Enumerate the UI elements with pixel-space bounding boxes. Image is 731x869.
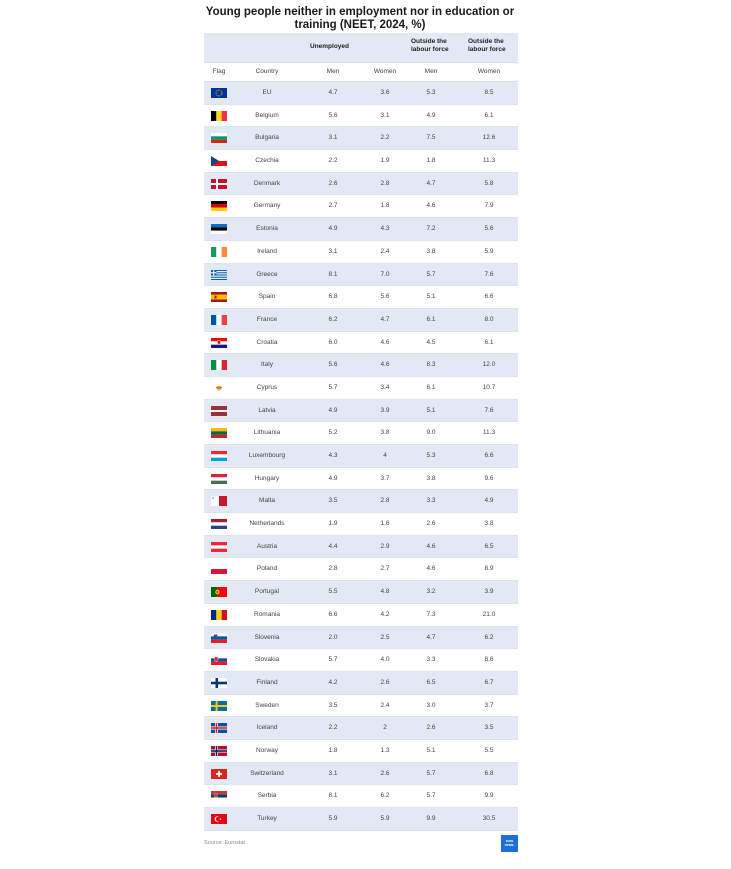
country-cell: EU xyxy=(262,89,272,96)
table-row xyxy=(204,513,518,536)
unemployed-women-cell: 2.9 xyxy=(380,542,390,550)
country-cell: Portugal xyxy=(254,588,280,596)
outside-women-cell: 3.7 xyxy=(484,701,494,709)
country-cell: Ireland xyxy=(257,247,277,255)
data-table xyxy=(204,33,518,831)
country-cell: Croatia xyxy=(256,338,278,346)
ireland-flag-icon xyxy=(211,247,227,257)
country-cell: Netherlands xyxy=(249,520,285,528)
table-row xyxy=(204,445,518,468)
outside-women-cell: 5.6 xyxy=(484,225,494,233)
country-cell: Norway xyxy=(255,746,279,754)
country-cell: Austria xyxy=(256,542,278,550)
outside-men-cell: 4.9 xyxy=(426,111,436,119)
country-cell: Denmark xyxy=(253,179,281,187)
spain-flag-icon xyxy=(211,292,227,302)
col-flag-header: Flag xyxy=(212,68,226,75)
country-cell: Italy xyxy=(261,361,273,369)
country-cell: Iceland xyxy=(256,724,278,732)
italy-flag-icon xyxy=(211,360,227,370)
table-row xyxy=(204,422,518,445)
unemployed-women-cell: 3.9 xyxy=(380,406,390,414)
table-row xyxy=(204,264,518,287)
unemployed-men-cell: 4.4 xyxy=(328,542,338,550)
country-cell: Malta xyxy=(259,497,275,505)
country-cell: Luxembourg xyxy=(248,452,286,459)
unemployed-women-cell: 3.7 xyxy=(380,474,390,482)
outside-women-cell: 6.7 xyxy=(484,678,494,686)
unemployed-header: Unemployed xyxy=(310,43,350,50)
outside-women-cell: 3.9 xyxy=(484,588,494,596)
table-row xyxy=(204,763,518,786)
eu-flag-icon xyxy=(211,88,227,98)
outside-men-cell: 4.7 xyxy=(426,179,436,187)
outside-men-cell: 4.6 xyxy=(426,542,436,550)
outside-men-cell: 2.6 xyxy=(426,724,436,732)
outside-women-cell: 11.3 xyxy=(482,429,496,437)
outside-women-cell: 6.6 xyxy=(484,293,494,301)
col-unemployed-women-header: Women xyxy=(373,68,397,75)
table-row xyxy=(204,808,518,831)
table-row xyxy=(204,627,518,650)
country-cell: Poland xyxy=(256,565,278,573)
outside-women-cell: 6.2 xyxy=(484,633,494,641)
unemployed-men-cell: 8.1 xyxy=(328,792,338,800)
outside-women-cell: 10.7 xyxy=(482,383,496,391)
outside-men-cell: 5.7 xyxy=(426,270,436,278)
table-row xyxy=(204,536,518,559)
unemployed-women-cell: 5.6 xyxy=(380,293,390,301)
portugal-flag-icon xyxy=(211,587,227,597)
unemployed-women-cell: 2.7 xyxy=(380,565,390,573)
unemployed-women-cell: 4.8 xyxy=(380,588,390,596)
finland-flag-icon xyxy=(211,678,227,688)
country-cell: Latvia xyxy=(258,406,276,414)
croatia-flag-icon xyxy=(211,338,227,348)
unemployed-women-cell: 1.8 xyxy=(380,202,390,210)
table-row xyxy=(204,286,518,309)
table-row xyxy=(204,82,518,105)
unemployed-men-cell: 6.0 xyxy=(328,338,338,346)
table-row xyxy=(204,127,518,150)
outside-women-cell: 8.5 xyxy=(484,89,494,96)
outside-men-cell: 4.7 xyxy=(426,633,436,641)
unemployed-men-cell: 2.6 xyxy=(328,179,338,187)
unemployed-men-cell: 4.3 xyxy=(328,452,338,459)
col-unemployed-men-header: Men xyxy=(326,68,340,75)
outside-men-cell: 6.1 xyxy=(426,315,436,323)
outside-women-cell: 6.6 xyxy=(484,452,494,459)
unemployed-women-cell: 2.4 xyxy=(380,701,390,709)
outside-women-cell: 9.6 xyxy=(484,474,494,482)
outside-men-cell: 8.3 xyxy=(426,361,436,369)
unemployed-women-cell: 6.2 xyxy=(380,792,390,800)
unemployed-women-cell: 3.4 xyxy=(380,383,390,391)
outside-women-cell: 12.6 xyxy=(482,134,496,142)
unemployed-women-cell: 3.6 xyxy=(380,89,390,96)
country-cell: Cyprus xyxy=(256,383,278,391)
unemployed-men-cell: 2.0 xyxy=(328,633,338,641)
outside-women-cell: 8.9 xyxy=(484,565,494,573)
unemployed-women-cell: 2.6 xyxy=(380,678,390,686)
unemployed-women-cell: 2 xyxy=(383,724,387,732)
denmark-flag-icon xyxy=(211,179,227,189)
outside-men-cell: 2.6 xyxy=(426,520,436,528)
serbia-flag-icon xyxy=(211,791,227,801)
outside-women-cell: 6.8 xyxy=(484,769,494,777)
outside-women-cell: 5.9 xyxy=(484,247,494,255)
unemployed-men-cell: 3.1 xyxy=(328,134,338,142)
switzerland-flag-icon xyxy=(211,769,227,779)
unemployed-men-cell: 3.5 xyxy=(328,497,338,505)
poland-flag-icon xyxy=(211,564,227,574)
outside-men-cell: 5.7 xyxy=(426,792,436,800)
table-row xyxy=(204,740,518,763)
outside-women-cell: 11.3 xyxy=(482,157,496,165)
table-row xyxy=(204,604,518,627)
outside-women-cell: 5.8 xyxy=(484,179,494,187)
unemployed-women-cell: 4.6 xyxy=(380,361,390,369)
unemployed-men-cell: 2.2 xyxy=(328,157,338,165)
slovakia-flag-icon xyxy=(211,655,227,665)
unemployed-women-cell: 7.0 xyxy=(380,270,390,278)
slovenia-flag-icon xyxy=(211,633,227,643)
unemployed-men-cell: 5.5 xyxy=(328,588,338,596)
estonia-flag-icon xyxy=(211,224,227,234)
unemployed-men-cell: 8.1 xyxy=(328,270,338,278)
outside-men-cell: 5.1 xyxy=(426,293,436,301)
table-row xyxy=(204,785,518,808)
table-row xyxy=(204,695,518,718)
column-header-row xyxy=(204,63,518,82)
netherlands-flag-icon xyxy=(211,519,227,529)
unemployed-women-cell: 1.9 xyxy=(380,157,390,165)
country-cell: Greece xyxy=(256,270,278,278)
outside-men-cell: 5.3 xyxy=(426,452,436,459)
unemployed-men-cell: 6.2 xyxy=(328,315,338,323)
unemployed-men-cell: 4.2 xyxy=(328,678,338,686)
unemployed-men-cell: 2.8 xyxy=(328,565,338,573)
table-row xyxy=(204,195,518,218)
latvia-flag-icon xyxy=(211,406,227,416)
outside-women-cell: 3.8 xyxy=(484,520,494,528)
malta-flag-icon xyxy=(211,496,227,506)
table-row xyxy=(204,490,518,513)
country-cell: Serbia xyxy=(257,792,277,800)
outside-women-cell: 6.5 xyxy=(484,542,494,550)
table-body xyxy=(204,82,518,831)
country-cell: Bulgaria xyxy=(255,134,279,142)
hungary-flag-icon xyxy=(211,474,227,484)
unemployed-women-cell: 4.7 xyxy=(380,315,390,323)
outside-men-cell: 7.3 xyxy=(426,610,436,618)
outside-men-cell: 6.5 xyxy=(426,678,436,686)
outside-women-cell: 7.6 xyxy=(484,406,494,414)
table-row xyxy=(204,105,518,128)
country-cell: Turkey xyxy=(257,815,277,822)
outside-men-cell: 3.0 xyxy=(426,701,436,709)
outside-women-cell: 9.9 xyxy=(484,792,494,800)
table-row xyxy=(204,672,518,695)
table-row xyxy=(204,717,518,740)
unemployed-men-cell: 3.5 xyxy=(328,701,338,709)
unemployed-men-cell: 5.7 xyxy=(328,383,338,391)
unemployed-women-cell: 5.9 xyxy=(380,815,390,822)
outside-men-cell: 5.7 xyxy=(426,769,436,777)
unemployed-men-cell: 5.7 xyxy=(328,656,338,664)
outside-men-cell: 4.5 xyxy=(426,338,436,346)
unemployed-women-cell: 4.6 xyxy=(380,338,390,346)
euronews-logo: euro news. xyxy=(501,835,518,852)
unemployed-women-cell: 3.8 xyxy=(380,429,390,437)
country-cell: Estonia xyxy=(256,225,278,233)
outside-women-cell: 8.0 xyxy=(484,315,494,323)
bulgaria-flag-icon xyxy=(211,133,227,143)
outside-women-cell: 30.5 xyxy=(482,815,496,822)
country-cell: Hungary xyxy=(254,474,280,482)
unemployed-women-cell: 4.2 xyxy=(380,610,390,618)
table-row xyxy=(204,173,518,196)
unemployed-women-cell: 2.5 xyxy=(380,633,390,641)
outside-men-cell: 7.5 xyxy=(426,134,436,142)
unemployed-men-cell: 5.6 xyxy=(328,361,338,369)
country-cell: Germany xyxy=(253,202,281,210)
unemployed-men-cell: 2.7 xyxy=(328,202,338,210)
germany-flag-icon xyxy=(211,201,227,211)
outside-men-cell: 3.2 xyxy=(426,588,436,596)
country-cell: Lithuania xyxy=(253,429,281,437)
outside-men-cell: 6.1 xyxy=(426,383,436,391)
unemployed-men-cell: 5.2 xyxy=(328,429,338,437)
unemployed-men-cell: 1.8 xyxy=(328,746,338,754)
outside-men-cell: 5.1 xyxy=(426,746,436,754)
lithuania-flag-icon xyxy=(211,428,227,438)
belgium-flag-icon xyxy=(211,111,227,121)
sweden-flag-icon xyxy=(211,701,227,711)
table-row xyxy=(204,309,518,332)
greece-flag-icon xyxy=(211,270,227,280)
country-cell: Switzerland xyxy=(250,769,284,777)
norway-flag-icon xyxy=(211,746,227,756)
table-row xyxy=(204,218,518,241)
outside-women-cell: 6.1 xyxy=(484,338,494,346)
outside-men-cell: 5.1 xyxy=(426,406,436,414)
cyprus-flag-icon xyxy=(211,383,227,393)
table-row xyxy=(204,400,518,423)
table-row xyxy=(204,649,518,672)
outside-women-cell: 21.0 xyxy=(482,610,496,618)
france-flag-icon xyxy=(211,315,227,325)
country-cell: Slovakia xyxy=(254,656,280,664)
table-row xyxy=(204,377,518,400)
outside-women-cell: 5.5 xyxy=(484,746,494,754)
iceland-flag-icon xyxy=(211,723,227,733)
outside-men-cell: 3.8 xyxy=(426,247,436,255)
unemployed-men-cell: 5.9 xyxy=(328,815,338,822)
country-cell: Sweden xyxy=(255,701,279,709)
chart-title: Young people neither in employment nor in education or training (NEET, 2024, %) xyxy=(205,6,515,31)
outside-men-cell: 4.6 xyxy=(426,565,436,573)
col-country-header: Country xyxy=(255,68,279,75)
country-cell: Czechia xyxy=(255,157,279,165)
outside-men-cell: 3.3 xyxy=(426,656,436,664)
austria-flag-icon xyxy=(211,542,227,552)
unemployed-men-cell: 1.9 xyxy=(328,520,338,528)
table-row xyxy=(204,354,518,377)
outside-women-cell: 7.6 xyxy=(484,270,494,278)
unemployed-men-cell: 3.1 xyxy=(328,247,338,255)
outside-women-cell: 6.1 xyxy=(484,111,494,119)
unemployed-women-cell: 1.6 xyxy=(380,520,390,528)
unemployed-women-cell: 2.4 xyxy=(380,247,390,255)
romania-flag-icon xyxy=(211,610,227,620)
outside-men-cell: 7.2 xyxy=(426,225,436,233)
col-outside-women-header: Women xyxy=(477,68,501,75)
luxembourg-flag-icon xyxy=(211,451,227,461)
country-cell: Belgium xyxy=(255,111,279,119)
outside-women-cell: 12.0 xyxy=(482,361,496,369)
outside-women-cell: 3.5 xyxy=(484,724,494,732)
unemployed-men-cell: 4.7 xyxy=(328,89,338,96)
outside-men-cell: 1.8 xyxy=(426,157,436,165)
country-cell: Spain xyxy=(258,293,276,301)
outside-men-cell: 3.8 xyxy=(426,474,436,482)
unemployed-men-cell: 6.8 xyxy=(328,293,338,301)
unemployed-women-cell: 2.8 xyxy=(380,179,390,187)
unemployed-women-cell: 3.1 xyxy=(380,111,390,119)
table-row xyxy=(204,332,518,355)
outside-men-cell: 3.3 xyxy=(426,497,436,505)
outside-women-cell: 4.9 xyxy=(484,497,494,505)
unemployed-men-cell: 3.1 xyxy=(328,769,338,777)
outside-labour-men-header: Outside the labour force xyxy=(411,38,449,53)
col-outside-men-header: Men xyxy=(424,68,438,75)
outside-men-cell: 9.0 xyxy=(426,429,436,437)
unemployed-women-cell: 4 xyxy=(383,452,387,459)
country-cell: Slovenia xyxy=(254,633,280,641)
unemployed-men-cell: 2.2 xyxy=(328,724,338,732)
outside-women-cell: 7.9 xyxy=(484,202,494,210)
table-row xyxy=(204,468,518,491)
czechia-flag-icon xyxy=(211,156,227,166)
group-header-row xyxy=(204,33,518,63)
outside-women-cell: 8.6 xyxy=(484,656,494,664)
unemployed-men-cell: 6.6 xyxy=(328,610,338,618)
turkey-flag-icon xyxy=(211,814,227,824)
unemployed-men-cell: 5.6 xyxy=(328,111,338,119)
table-row xyxy=(204,150,518,173)
unemployed-women-cell: 2.6 xyxy=(380,769,390,777)
table-row xyxy=(204,581,518,604)
unemployed-men-cell: 4.9 xyxy=(328,406,338,414)
country-cell: Finland xyxy=(256,678,278,686)
country-cell: France xyxy=(256,315,278,323)
unemployed-men-cell: 4.9 xyxy=(328,474,338,482)
outside-men-cell: 4.6 xyxy=(426,202,436,210)
table-row xyxy=(204,241,518,264)
unemployed-women-cell: 4.3 xyxy=(380,225,390,233)
unemployed-women-cell: 4.0 xyxy=(380,656,390,664)
unemployed-women-cell: 1.3 xyxy=(380,746,390,754)
outside-men-cell: 5.3 xyxy=(426,89,436,96)
source-note: Source: Eurostat xyxy=(204,840,245,846)
unemployed-men-cell: 4.9 xyxy=(328,225,338,233)
outside-men-cell: 9.9 xyxy=(426,815,436,822)
country-cell: Romania xyxy=(253,610,281,618)
unemployed-women-cell: 2.2 xyxy=(380,134,390,142)
outside-labour-women-header: Outside the labour force xyxy=(468,38,506,53)
table-row xyxy=(204,558,518,581)
unemployed-women-cell: 2.8 xyxy=(380,497,390,505)
